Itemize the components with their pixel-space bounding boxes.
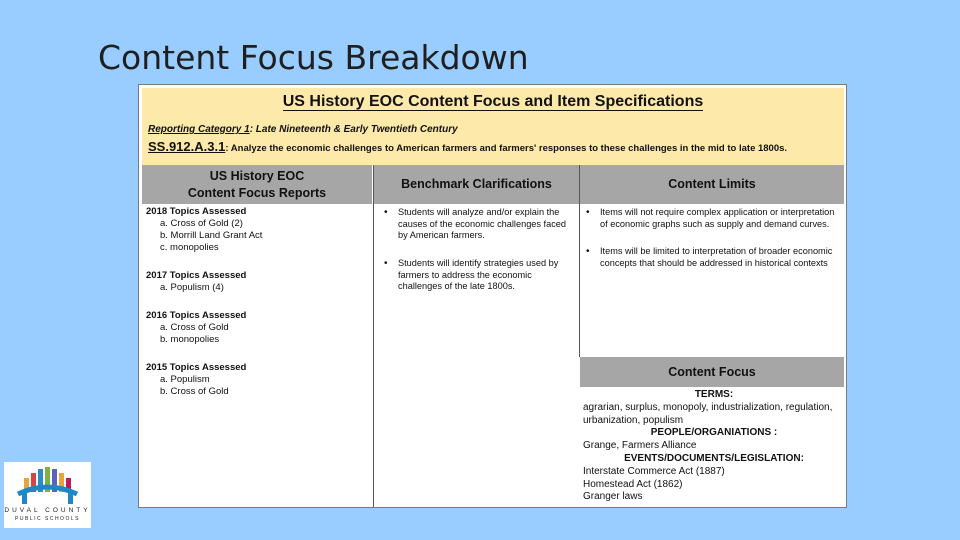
limit-item: • Items will not require complex application or interpretation of economic graphs such as supply and demand curves.: [586, 207, 835, 229]
year-heading: 2018 Topics Assessed: [146, 206, 247, 217]
event-item: Granger laws: [583, 491, 643, 503]
topic-item: a. Populism: [160, 374, 210, 385]
events-label: EVENTS/DOCUMENTS/LEGISLATION:: [624, 452, 804, 464]
topic-item: a. Cross of Gold: [160, 322, 229, 333]
clarification-item: • Students will identify strategies used by farmers to address the economic challenges of the late 1800s.: [384, 258, 559, 291]
benchmark-standard: SS.912.A.3.1: Analyze the economic challenges to American farmers and farmers' responses to these challenges in the mid to late 1800s.: [148, 139, 788, 154]
clarification-item: • Students will analyze and/or explain the causes of the economic challenges faced by American farmers.: [384, 207, 567, 240]
terms-text: agrarian, surplus, monopoly, industrialization, regulation, urbanization, populism: [583, 401, 833, 426]
col-header-reports: US History EOC Content Focus Reports: [142, 165, 372, 204]
topic-item: b. monopolies: [160, 334, 220, 345]
col-header-limits: Content Limits: [580, 165, 844, 204]
logo-line-2: PUBLIC SCHOOLS: [15, 516, 80, 522]
year-heading: 2017 Topics Assessed: [146, 270, 247, 281]
content-spec-document: [138, 84, 847, 508]
people-label: PEOPLE/ORGANIATIONS :: [650, 427, 778, 439]
col-header-clarifications: Benchmark Clarifications: [374, 165, 579, 204]
logo-line-1: DUVAL COUNTY: [4, 507, 91, 514]
content-focus-header: Content Focus: [580, 357, 844, 387]
topic-item: a. Cross of Gold (2): [160, 218, 243, 229]
event-item: Homestead Act (1862): [583, 478, 683, 490]
reporting-category: Reporting Category 1: Late Nineteenth & Early Twentieth Century: [148, 124, 458, 135]
topic-item: c. monopolies: [160, 242, 219, 253]
terms-label: TERMS:: [694, 389, 734, 400]
content-focus-body: [583, 389, 845, 504]
year-heading: 2016 Topics Assessed: [146, 310, 247, 321]
topic-item: b. Morrill Land Grant Act: [160, 230, 263, 241]
year-heading: 2015 Topics Assessed: [146, 362, 247, 373]
column-divider: [579, 165, 580, 357]
duval-county-logo: [4, 462, 91, 528]
topic-item: a. Populism (4): [160, 282, 224, 293]
reports-column: [146, 206, 368, 398]
limit-item: • Items will be limited to interpretation of broader economic concepts that should be addressed in historical contexts: [586, 246, 833, 268]
column-divider: [373, 165, 374, 508]
document-title: US History EOC Content Focus and Item Specifications: [282, 93, 704, 110]
event-item: Interstate Commerce Act (1887): [583, 465, 725, 477]
people-text: Grange, Farmers Alliance: [583, 440, 697, 452]
topic-item: b. Cross of Gold: [160, 386, 229, 397]
slide-title: Content Focus Breakdown: [98, 38, 529, 77]
logo-mark-icon: [4, 464, 91, 508]
document-header: [142, 88, 844, 165]
